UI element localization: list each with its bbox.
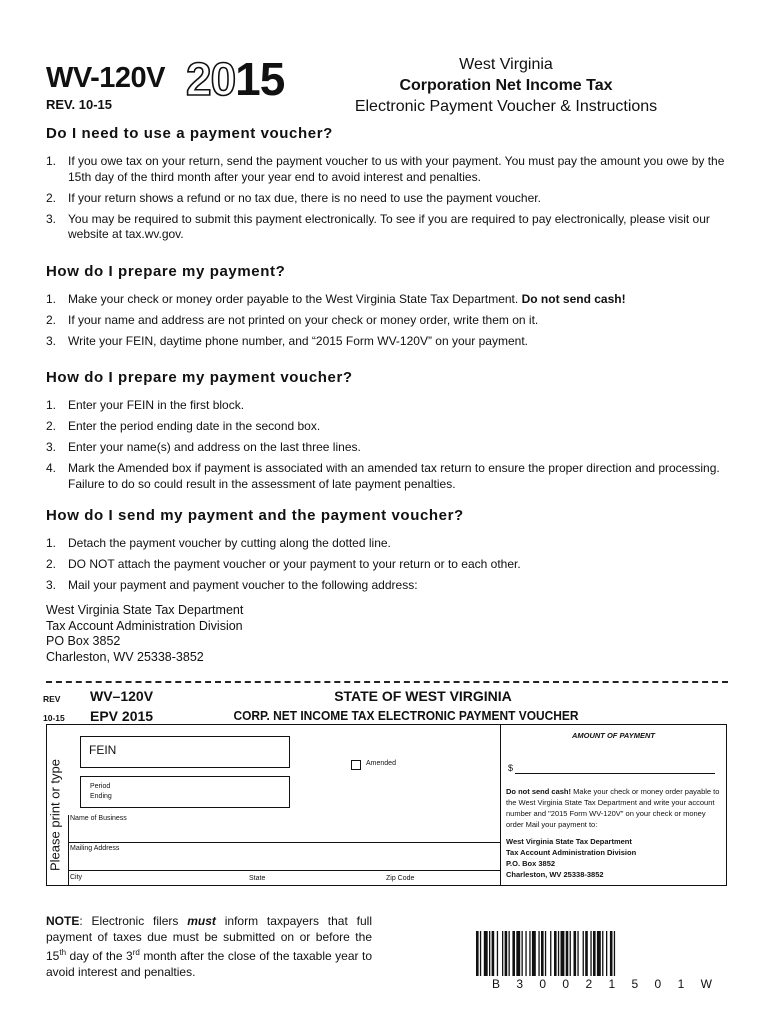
cut-line <box>46 681 728 683</box>
list-item: 2. If your name and address are not printed on your check or money order, write them on it. <box>46 313 539 327</box>
barcode-digit: 2 <box>585 977 593 991</box>
year-solid-digits: 15 <box>235 53 285 105</box>
state-name: West Virginia <box>459 56 553 73</box>
fein-field[interactable] <box>80 736 290 768</box>
address-line: Charleston, WV 25338-3852 <box>46 649 204 664</box>
voucher-epv: EPV 2015 <box>90 708 154 724</box>
list-item: 2. If your return shows a refund or no tax due, there is no need to use the payment voucher. <box>46 190 541 205</box>
list-item: 3. Enter your name(s) and address on the last three lines. <box>46 440 361 454</box>
section-heading-prepare-payment: How do I prepare my payment? <box>46 263 286 280</box>
fein-label: FEIN <box>89 743 117 757</box>
barcode-digit: 5 <box>631 977 639 991</box>
list-item: 1. Enter your FEIN in the first block. <box>46 398 245 412</box>
mailing-address <box>46 603 243 665</box>
amended-label: Amended <box>366 760 396 767</box>
please-print-label: Please print or type <box>47 758 63 872</box>
period-ending-label: Period Ending <box>90 783 112 800</box>
tax-name: Corporation Net Income Tax <box>399 77 613 94</box>
section-list-prepare-payment <box>46 292 726 355</box>
list-item: 3. Mail your payment and payment voucher to the following address: <box>46 578 418 592</box>
voucher-rev-label: REV <box>43 694 61 704</box>
address-line: West Virginia State Tax Department <box>46 603 244 617</box>
mailing-address-label: Mailing Address <box>70 845 120 852</box>
section-heading-send-payment: How do I send my payment and the payment voucher? <box>46 507 464 524</box>
address-line: Tax Account Administration Division <box>46 618 243 633</box>
list-item: 3. Write your FEIN, daytime phone number, and “2015 Form WV-120V” on your payment. <box>46 334 528 348</box>
list-item: 2. DO NOT attach the payment voucher or your payment to your return or to each other. <box>46 557 521 571</box>
voucher-mailing-address: West Virginia State Tax Department Tax Account Administration Division P.O. Box 3852 Charleston, WV 25338-3852 <box>506 837 637 879</box>
name-of-business-line[interactable] <box>68 842 500 843</box>
amended-checkbox[interactable] <box>351 760 361 770</box>
form-revision: REV. 10-15 <box>46 97 113 112</box>
barcode-digit: 3 <box>516 977 524 991</box>
list-item: 1. Detach the payment voucher by cutting along the dotted line. <box>46 536 391 550</box>
address-line: PO Box 3852 <box>46 634 121 648</box>
section-list-prepare-voucher <box>46 398 726 498</box>
section-heading-prepare-voucher: How do I prepare my payment voucher? <box>46 369 353 386</box>
state-label: State <box>249 875 266 882</box>
amount-divider <box>500 724 501 886</box>
title-block <box>326 54 686 117</box>
section-heading-need-voucher: Do I need to use a payment voucher? <box>46 125 333 142</box>
voucher-state-title: STATE OF WEST VIRGINIA <box>334 688 512 704</box>
voucher-title: CORP. NET INCOME TAX ELECTRONIC PAYMENT VOUCHER <box>233 708 579 723</box>
amount-input-line[interactable] <box>515 773 715 774</box>
city-label: City <box>70 874 83 881</box>
zip-code-label: Zip Code <box>386 875 415 882</box>
electronic-filer-note: NOTE: Electronic filers must inform taxpayers that full payment of taxes due must be submitted on or before the 15th day of the 3rd month after the close of the taxable year to avoid interest and penalties. <box>46 914 373 979</box>
name-of-business-label: Name of Business <box>70 815 127 822</box>
mailing-address-line[interactable] <box>68 870 500 871</box>
list-item: 3. You may be required to submit this payment electronically. To see if you are required to pay electronically, please visit our website at tax.wv.gov. <box>46 211 710 241</box>
amount-of-payment-heading: AMOUNT OF PAYMENT <box>571 731 656 740</box>
barcode-digit: W <box>700 977 712 991</box>
voucher-rev-number: 10-15 <box>43 713 65 723</box>
barcode-digit: B <box>492 977 501 991</box>
list-item: 1. If you owe tax on your return, send the payment voucher to us with your payment. You must pay the amount you owe by the 15th day of the third month after your year end to avoid interest and penalties. <box>46 154 725 184</box>
voucher-instructions: Do not send cash! Make your check or money order payable to the West Virginia State Tax Department and write your account number and "2015 Form WV-120V" on your check or money order Mail your payment to: <box>506 787 720 829</box>
barcode-image <box>476 931 728 976</box>
voucher-form-code: WV–120V <box>90 688 154 704</box>
barcode-digit: 1 <box>677 977 685 991</box>
name-block-left-border <box>68 815 69 886</box>
barcode-digits <box>492 977 712 991</box>
section-list-need-voucher <box>46 154 726 248</box>
barcode-digit: 0 <box>654 977 662 991</box>
list-item: 4. Mark the Amended box if payment is associated with an amended tax return to ensure the proper direction and processing. Failure to do so could result in the assessment of late payment penalties. <box>46 461 720 491</box>
list-item: 2. Enter the period ending date in the second box. <box>46 419 321 433</box>
form-subtitle: Electronic Payment Voucher & Instructions <box>354 98 658 115</box>
barcode-digit: 0 <box>539 977 547 991</box>
dollar-sign: $ <box>508 763 514 773</box>
year-outline-digits: 20 <box>186 53 236 105</box>
form-code: WV-120V <box>46 62 165 94</box>
section-list-send-payment <box>46 536 726 599</box>
barcode-digit: 1 <box>608 977 616 991</box>
barcode-digit: 0 <box>562 977 570 991</box>
no-cash-warning: Do not send cash! <box>521 292 626 306</box>
list-item: 1. Make your check or money order payable to the West Virginia State Tax Department. Do not send cash! <box>46 292 626 306</box>
form-year <box>186 53 285 105</box>
